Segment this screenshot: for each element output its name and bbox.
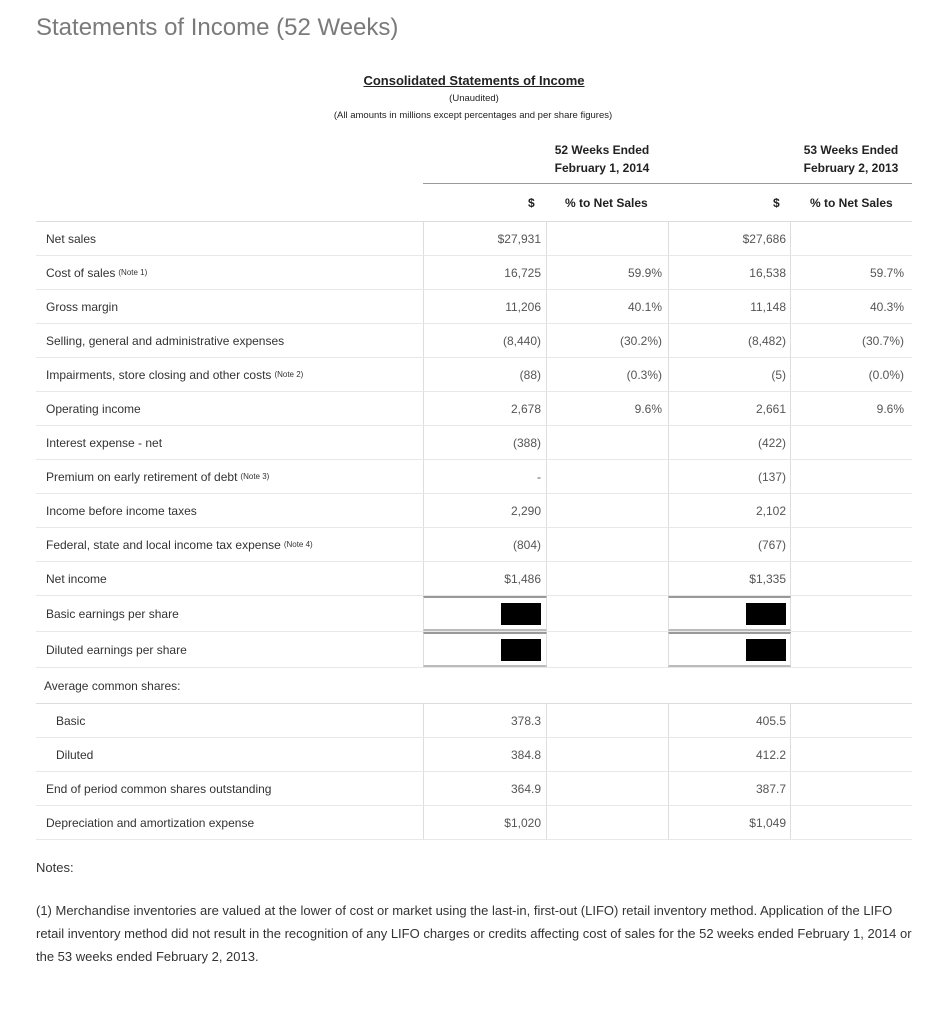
row-label: End of period common shares outstanding: [46, 781, 272, 796]
value-2014: -: [423, 460, 547, 493]
value-2013: 405.5: [668, 704, 791, 737]
pct-2013: [791, 460, 912, 493]
row-label-text: Impairments, store closing and other costs: [46, 367, 272, 382]
row-label-text: Net income: [46, 571, 107, 586]
row-label: Basic: [56, 713, 86, 728]
value-2014: $1,020: [423, 806, 547, 839]
col-header-pct-2013: % to Net Sales: [810, 196, 893, 210]
value-2014: (8,440): [423, 324, 547, 357]
row-label-text: Federal, state and local income tax expense: [46, 537, 281, 552]
row-label: [36, 494, 423, 527]
period-line1: 53 Weeks Ended: [803, 143, 899, 157]
value-2014: $1,486: [423, 562, 547, 595]
row-label-text: Operating income: [46, 401, 141, 416]
value-2013: 412.2: [668, 738, 791, 771]
redaction-block: [501, 603, 541, 625]
pct-cell: [791, 738, 912, 771]
pct-2014: [547, 494, 668, 527]
statement-subtitle: (Unaudited): [449, 93, 499, 104]
table-row: [36, 324, 912, 358]
pct-2014: [547, 426, 668, 459]
row-label: [36, 290, 423, 323]
row-label-text: Premium on early retirement of debt: [46, 469, 238, 484]
pct-cell: [547, 704, 668, 737]
pct-cell: [547, 806, 668, 839]
pct-2014: 9.6%: [634, 401, 662, 416]
row-label: Basic earnings per share: [46, 606, 179, 621]
value-2014: 2,290: [423, 494, 547, 527]
redaction-block: [746, 603, 786, 625]
row-label-text: Interest expense - net: [46, 435, 163, 450]
value-2014: 16,725: [423, 256, 547, 289]
table-row: [36, 392, 912, 426]
pct-2014: [547, 528, 668, 561]
redaction-block: [746, 639, 786, 661]
pct-2014: [547, 222, 668, 255]
row-label: [36, 222, 423, 255]
row-label: [36, 528, 423, 561]
pct-2013: (30.7%): [861, 333, 904, 348]
value-2013: $1,049: [668, 806, 791, 839]
table-row-basic-eps: [36, 596, 912, 632]
value-2014: 378.3: [423, 704, 547, 737]
row-label: [36, 256, 423, 289]
pct-2013: 59.7%: [869, 265, 904, 280]
pct-2014: 40.1%: [627, 299, 662, 314]
table-row-basic-shares: [36, 704, 912, 738]
table-row-diluted-shares: [36, 738, 912, 772]
table-row: [36, 562, 912, 596]
pct-cell: [547, 632, 668, 667]
statement-title: Consolidated Statements of Income: [363, 73, 585, 88]
row-label: [36, 426, 423, 459]
table-row: [36, 426, 912, 460]
value-2013: (767): [668, 528, 791, 561]
note-reference: (Note 3): [240, 472, 270, 481]
row-label: [36, 460, 423, 493]
redacted-value-2014: [423, 632, 547, 667]
value-2014: (804): [423, 528, 547, 561]
value-2014: (88): [423, 358, 547, 391]
table-row: [36, 460, 912, 494]
header-divider: [423, 183, 912, 184]
note-reference: (Note 1): [118, 268, 148, 277]
value-2013: (8,482): [668, 324, 791, 357]
redacted-value-2014: [423, 596, 547, 631]
row-label-text: Cost of sales: [46, 265, 116, 280]
row-label-text: Gross margin: [46, 299, 119, 314]
period-line2: February 2, 2013: [803, 161, 899, 175]
redaction-block: [501, 639, 541, 661]
row-label: Diluted earnings per share: [46, 642, 187, 657]
col-header-dollar-2014: $: [528, 196, 535, 210]
value-2013: 2,102: [668, 494, 791, 527]
statement-units-note: (All amounts in millions except percentages and per share figures): [333, 110, 613, 121]
period-line1: 52 Weeks Ended: [554, 143, 650, 157]
table-row: [36, 290, 912, 324]
row-label: [36, 358, 423, 391]
col-header-pct-2014: % to Net Sales: [565, 196, 648, 210]
redacted-value-2013: [668, 596, 791, 631]
table-row: [36, 256, 912, 290]
pct-cell: [791, 596, 912, 631]
table-row-diluted-eps: [36, 632, 912, 668]
pct-cell: [791, 632, 912, 667]
value-2013: 16,538: [668, 256, 791, 289]
pct-2014: (0.3%): [626, 367, 662, 382]
value-2013: (137): [668, 460, 791, 493]
value-2014: 2,678: [423, 392, 547, 425]
col-header-dollar-2013: $: [773, 196, 780, 210]
value-2014: (388): [423, 426, 547, 459]
page-title: Statements of Income (52 Weeks): [36, 14, 399, 41]
period-header-2014: [540, 141, 664, 177]
pct-2013: 9.6%: [876, 401, 904, 416]
pct-cell: [791, 704, 912, 737]
value-2013: 11,148: [668, 290, 791, 323]
value-2013: $27,686: [668, 222, 791, 255]
row-label: [36, 392, 423, 425]
value-2014: 364.9: [423, 772, 547, 805]
pct-2013: [791, 528, 912, 561]
table-row: [36, 222, 912, 256]
pct-2014: [547, 562, 668, 595]
row-label: Diluted: [56, 747, 94, 762]
table-row-average-shares-heading: [36, 668, 912, 704]
pct-2013: (0.0%): [868, 367, 904, 382]
value-2014: $27,931: [423, 222, 547, 255]
table-row: [36, 358, 912, 392]
row-label: [36, 324, 423, 357]
note-1: (1) Merchandise inventories are valued at the lower of cost or market using the last-in, first-out (LIFO) retail inventory method. Application of the LIFO retail inventory method did not result in the recognition of any LIFO charges or credits affecting cost of sales for the 52 weeks ended February 1, 2014 or the 53 weeks ended February 2, 2013.: [36, 903, 912, 964]
table-row-depreciation: [36, 806, 912, 840]
pct-cell: [791, 806, 912, 839]
pct-2014: 59.9%: [627, 265, 662, 280]
pct-2013: [791, 494, 912, 527]
period-header-2013: [780, 141, 922, 177]
period-line2: February 1, 2014: [554, 161, 650, 175]
table-row: [36, 528, 912, 562]
pct-2014: [547, 460, 668, 493]
row-label-text: Income before income taxes: [46, 503, 197, 518]
value-2013: (422): [668, 426, 791, 459]
pct-cell: [791, 772, 912, 805]
table-row-shares-outstanding: [36, 772, 912, 806]
notes-heading: Notes:: [36, 860, 74, 875]
value-2013: $1,335: [668, 562, 791, 595]
value-2013: 387.7: [668, 772, 791, 805]
value-2013: 2,661: [668, 392, 791, 425]
note-reference: (Note 4): [283, 540, 313, 549]
pct-2013: [791, 562, 912, 595]
value-2014: 11,206: [423, 290, 547, 323]
pct-cell: [547, 772, 668, 805]
row-label: [36, 562, 423, 595]
note-reference: (Note 2): [274, 370, 304, 379]
table-row: [36, 494, 912, 528]
value-2013: (5): [668, 358, 791, 391]
income-statement-table: [36, 221, 912, 840]
pct-2013: 40.3%: [869, 299, 904, 314]
pct-2013: [791, 222, 912, 255]
pct-2013: [791, 426, 912, 459]
pct-2014: (30.2%): [619, 333, 662, 348]
pct-cell: [547, 738, 668, 771]
row-label: Depreciation and amortization expense: [46, 815, 255, 830]
section-label: Average common shares:: [44, 678, 181, 693]
pct-cell: [547, 596, 668, 631]
row-label-text: Selling, general and administrative expenses: [46, 333, 285, 348]
redacted-value-2013: [668, 632, 791, 667]
row-label-text: Net sales: [46, 231, 97, 246]
value-2014: 384.8: [423, 738, 547, 771]
